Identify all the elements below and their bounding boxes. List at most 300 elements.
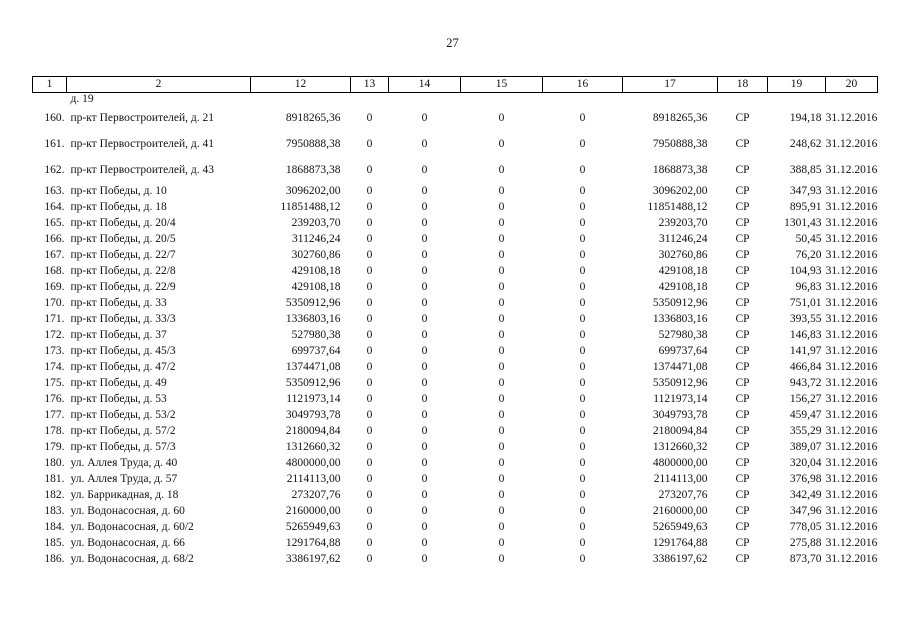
cell-col-15: 0 [498, 217, 505, 229]
cell-col-13: 0 [366, 457, 373, 469]
table-row [33, 519, 878, 535]
cell-col-12: 2114113,00 [286, 473, 341, 485]
cell-col-12: 527980,38 [291, 329, 341, 341]
cell-col-20: 31.12.2016 [825, 521, 878, 533]
cell-col-14: 0 [421, 265, 428, 277]
table-row [33, 327, 878, 343]
cell-col-19: 355,29 [789, 425, 822, 437]
cell-col-20: 31.12.2016 [825, 553, 878, 565]
cell-col-20: 31.12.2016 [825, 265, 878, 277]
cell-col-19: 146,83 [789, 329, 822, 341]
cell-col-14: 0 [421, 505, 428, 517]
address-cell: ул. Водонасосная, д. 66 [70, 537, 185, 549]
cell-col-15: 0 [498, 409, 505, 421]
cell-col-12: 273207,76 [291, 489, 341, 501]
cell-col-18: СР [735, 473, 750, 485]
cell-col-16: 0 [579, 201, 586, 213]
cell-col-16: 0 [579, 265, 586, 277]
cell-col-13: 0 [366, 265, 373, 277]
cell-col-20: 31.12.2016 [825, 505, 878, 517]
cell-col-18: СР [735, 377, 750, 389]
cell-col-13: 0 [366, 393, 373, 405]
cell-col-17: 3049793,78 [652, 409, 708, 421]
cell-col-19: 141,97 [789, 345, 822, 357]
column-header: 15 [461, 77, 543, 93]
cell-col-19: 459,47 [789, 409, 822, 421]
cell-col-18: СР [735, 553, 750, 565]
cell-col-15: 0 [498, 361, 505, 373]
address-cell: пр-кт Победы, д. 22/7 [70, 249, 176, 261]
cell-col-17: 429108,18 [658, 281, 708, 293]
cell-col-20: 31.12.2016 [825, 138, 878, 150]
cell-col-19: 466,84 [789, 361, 822, 373]
table-row [33, 343, 878, 359]
cell-col-15: 0 [498, 265, 505, 277]
cell-col-15: 0 [498, 441, 505, 453]
cell-col-17: 302760,86 [658, 249, 708, 261]
cell-col-12: 311246,24 [292, 233, 341, 245]
table-row [33, 407, 878, 423]
cell-col-12: 429108,18 [291, 281, 341, 293]
cell-col-15: 0 [498, 505, 505, 517]
cell-col-14: 0 [421, 281, 428, 293]
row-number: 181. [44, 473, 65, 485]
cell-col-13: 0 [366, 377, 373, 389]
address-cell: ул. Водонасосная, д. 60/2 [70, 521, 194, 533]
cell-col-18: СР [735, 217, 750, 229]
table-row [33, 279, 878, 295]
row-number: 161. [44, 138, 65, 150]
cell-col-20: 31.12.2016 [825, 329, 878, 341]
cell-col-19: 248,62 [789, 138, 822, 150]
cell-col-17: 1868873,38 [652, 164, 708, 176]
cell-col-19: 943,72 [789, 377, 822, 389]
address-cell: пр-кт Победы, д. 33/3 [70, 313, 176, 325]
cell-col-12: 429108,18 [291, 265, 341, 277]
cell-col-20: 31.12.2016 [825, 297, 878, 309]
cell-col-20: 31.12.2016 [825, 201, 878, 213]
cell-col-14: 0 [421, 313, 428, 325]
cell-col-13: 0 [366, 489, 373, 501]
column-header: 12 [251, 77, 351, 93]
address-cell: пр-кт Победы, д. 57/3 [70, 441, 176, 453]
continuation-address: д. 19 [70, 93, 94, 105]
cell-col-13: 0 [366, 521, 373, 533]
column-header: 16 [543, 77, 623, 93]
cell-col-13: 0 [366, 537, 373, 549]
cell-col-15: 0 [498, 297, 505, 309]
cell-col-17: 311246,24 [659, 233, 708, 245]
cell-col-12: 302760,86 [291, 249, 341, 261]
cell-col-15: 0 [498, 425, 505, 437]
table-row [33, 215, 878, 231]
cell-col-12: 1291764,88 [285, 537, 341, 549]
cell-col-16: 0 [579, 441, 586, 453]
cell-col-14: 0 [421, 249, 428, 261]
cell-col-16: 0 [579, 361, 586, 373]
cell-col-13: 0 [366, 313, 373, 325]
cell-col-12: 5350912,96 [285, 377, 341, 389]
cell-col-20: 31.12.2016 [825, 393, 878, 405]
cell-col-19: 104,93 [789, 265, 822, 277]
cell-col-13: 0 [366, 361, 373, 373]
cell-col-19: 388,85 [789, 164, 822, 176]
cell-col-13: 0 [366, 473, 373, 485]
cell-col-17: 4800000,00 [652, 457, 708, 469]
cell-col-13: 0 [366, 329, 373, 341]
cell-col-19: 342,49 [789, 489, 822, 501]
cell-col-14: 0 [421, 473, 428, 485]
cell-col-12: 1312660,32 [285, 441, 341, 453]
column-header: 20 [826, 77, 878, 93]
cell-col-20: 31.12.2016 [825, 185, 878, 197]
table-row [33, 199, 878, 215]
cell-col-13: 0 [366, 409, 373, 421]
table-row [33, 247, 878, 263]
cell-col-14: 0 [421, 112, 428, 124]
address-cell: пр-кт Первостроителей, д. 43 [70, 164, 215, 176]
cell-col-12: 5350912,96 [285, 297, 341, 309]
column-header: 18 [718, 77, 768, 93]
address-cell: пр-кт Победы, д. 57/2 [70, 425, 176, 437]
cell-col-12: 239203,70 [291, 217, 341, 229]
row-number: 162. [44, 164, 65, 176]
row-number: 164. [44, 201, 65, 213]
row-number: 179. [44, 441, 65, 453]
row-number: 184. [44, 521, 65, 533]
cell-col-14: 0 [421, 521, 428, 533]
cell-col-16: 0 [579, 393, 586, 405]
cell-col-19: 778,05 [789, 521, 822, 533]
cell-col-19: 320,04 [789, 457, 822, 469]
cell-col-16: 0 [579, 138, 586, 150]
cell-col-18: СР [735, 345, 750, 357]
row-number: 177. [44, 409, 65, 421]
cell-col-12: 5265949,63 [285, 521, 341, 533]
cell-col-20: 31.12.2016 [825, 112, 878, 124]
row-number: 173. [44, 345, 65, 357]
cell-col-12: 1336803,16 [285, 313, 341, 325]
cell-col-16: 0 [579, 281, 586, 293]
cell-col-14: 0 [421, 297, 428, 309]
address-cell: пр-кт Победы, д. 45/3 [70, 345, 176, 357]
cell-col-18: СР [735, 505, 750, 517]
cell-col-13: 0 [366, 553, 373, 565]
cell-col-18: СР [735, 409, 750, 421]
cell-col-15: 0 [498, 112, 505, 124]
table-row [33, 295, 878, 311]
cell-col-14: 0 [421, 233, 428, 245]
row-number: 167. [44, 249, 65, 261]
cell-col-17: 273207,76 [658, 489, 708, 501]
row-number: 174. [44, 361, 65, 373]
address-cell: пр-кт Победы, д. 47/2 [70, 361, 176, 373]
cell-col-19: 194,18 [789, 112, 822, 124]
cell-col-15: 0 [498, 185, 505, 197]
cell-col-14: 0 [421, 329, 428, 341]
cell-col-13: 0 [366, 249, 373, 261]
cell-col-15: 0 [498, 393, 505, 405]
cell-col-14: 0 [421, 138, 428, 150]
cell-col-12: 4800000,00 [285, 457, 341, 469]
cell-col-14: 0 [421, 164, 428, 176]
cell-col-16: 0 [579, 233, 586, 245]
cell-col-16: 0 [579, 345, 586, 357]
cell-col-14: 0 [421, 409, 428, 421]
cell-col-12: 699737,64 [291, 345, 341, 357]
cell-col-18: СР [735, 281, 750, 293]
cell-col-17: 3386197,62 [652, 553, 708, 565]
cell-col-15: 0 [498, 313, 505, 325]
row-number: 170. [44, 297, 65, 309]
cell-col-15: 0 [498, 537, 505, 549]
cell-col-14: 0 [421, 377, 428, 389]
cell-col-20: 31.12.2016 [825, 441, 878, 453]
table-row [33, 157, 878, 183]
column-header: 14 [389, 77, 461, 93]
cell-col-18: СР [735, 393, 750, 405]
cell-col-13: 0 [366, 505, 373, 517]
cell-col-17: 1121973,14 [653, 393, 708, 405]
cell-col-15: 0 [498, 138, 505, 150]
cell-col-20: 31.12.2016 [825, 233, 878, 245]
cell-col-20: 31.12.2016 [825, 409, 878, 421]
cell-col-14: 0 [421, 217, 428, 229]
cell-col-20: 31.12.2016 [825, 281, 878, 293]
column-header: 19 [768, 77, 826, 93]
table-row [33, 471, 878, 487]
address-cell: ул. Водонасосная, д. 68/2 [70, 553, 194, 565]
cell-col-17: 1374471,08 [652, 361, 708, 373]
cell-col-17: 11851488,12 [647, 201, 708, 213]
column-header: 2 [67, 77, 251, 93]
table-header-row [33, 77, 878, 93]
address-cell: пр-кт Победы, д. 10 [70, 185, 167, 197]
cell-col-19: 347,96 [789, 505, 822, 517]
cell-col-17: 8918265,36 [652, 112, 708, 124]
cell-col-19: 376,98 [789, 473, 822, 485]
cell-col-19: 389,07 [789, 441, 822, 453]
cell-col-16: 0 [579, 249, 586, 261]
cell-col-16: 0 [579, 297, 586, 309]
cell-col-15: 0 [498, 329, 505, 341]
cell-col-16: 0 [579, 473, 586, 485]
address-cell: ул. Аллея Труда, д. 57 [70, 473, 178, 485]
cell-col-14: 0 [421, 441, 428, 453]
page-number: 27 [446, 36, 459, 50]
table-row [33, 231, 878, 247]
cell-col-15: 0 [498, 201, 505, 213]
cell-col-12: 3049793,78 [285, 409, 341, 421]
address-cell: пр-кт Победы, д. 49 [70, 377, 167, 389]
cell-col-15: 0 [498, 457, 505, 469]
table-row [33, 131, 878, 157]
cell-col-16: 0 [579, 457, 586, 469]
cell-col-17: 3096202,00 [652, 185, 708, 197]
cell-col-12: 2160000,00 [285, 505, 341, 517]
cell-col-18: СР [735, 265, 750, 277]
cell-col-17: 527980,38 [658, 329, 708, 341]
row-number: 160. [44, 112, 65, 124]
cell-col-16: 0 [579, 377, 586, 389]
cell-col-17: 239203,70 [658, 217, 708, 229]
address-cell: пр-кт Победы, д. 22/9 [70, 281, 176, 293]
cell-col-18: СР [735, 185, 750, 197]
cell-col-20: 31.12.2016 [825, 377, 878, 389]
row-number: 175. [44, 377, 65, 389]
cell-col-16: 0 [579, 112, 586, 124]
data-table [32, 76, 878, 567]
cell-col-14: 0 [421, 361, 428, 373]
cell-col-20: 31.12.2016 [825, 313, 878, 325]
cell-col-17: 699737,64 [658, 345, 708, 357]
table-row [33, 551, 878, 567]
cell-col-20: 31.12.2016 [825, 473, 878, 485]
table-row [33, 455, 878, 471]
row-number: 178. [44, 425, 65, 437]
cell-col-16: 0 [579, 313, 586, 325]
column-header: 17 [623, 77, 718, 93]
row-number: 180. [44, 457, 65, 469]
cell-col-14: 0 [421, 201, 428, 213]
table-row [33, 423, 878, 439]
cell-col-13: 0 [366, 185, 373, 197]
cell-col-17: 1312660,32 [652, 441, 708, 453]
cell-col-16: 0 [579, 217, 586, 229]
cell-col-17: 5265949,63 [652, 521, 708, 533]
address-cell: ул. Аллея Труда, д. 40 [70, 457, 178, 469]
cell-col-18: СР [735, 489, 750, 501]
cell-col-19: 76,20 [795, 249, 822, 261]
cell-col-18: СР [735, 537, 750, 549]
cell-col-19: 873,70 [789, 553, 822, 565]
cell-col-15: 0 [498, 521, 505, 533]
row-number: 168. [44, 265, 65, 277]
cell-col-14: 0 [421, 457, 428, 469]
cell-col-18: СР [735, 164, 750, 176]
cell-col-20: 31.12.2016 [825, 457, 878, 469]
cell-col-14: 0 [421, 489, 428, 501]
cell-col-15: 0 [498, 233, 505, 245]
cell-col-20: 31.12.2016 [825, 537, 878, 549]
cell-col-19: 50,45 [795, 233, 822, 245]
address-cell: ул. Водонасосная, д. 60 [70, 505, 185, 517]
row-number: 163. [44, 185, 65, 197]
cell-col-20: 31.12.2016 [825, 217, 878, 229]
cell-col-17: 7950888,38 [652, 138, 708, 150]
address-cell: пр-кт Победы, д. 37 [70, 329, 167, 341]
table-row [33, 503, 878, 519]
column-header: 1 [33, 77, 67, 93]
row-number: 171. [44, 313, 65, 325]
cell-col-18: СР [735, 361, 750, 373]
table-row [33, 391, 878, 407]
row-number: 183. [44, 505, 65, 517]
cell-col-15: 0 [498, 377, 505, 389]
row-number: 185. [44, 537, 65, 549]
table-row [33, 487, 878, 503]
cell-col-12: 2180094,84 [285, 425, 341, 437]
row-number: 172. [44, 329, 65, 341]
cell-col-19: 275,88 [789, 537, 822, 549]
cell-col-16: 0 [579, 164, 586, 176]
cell-col-18: СР [735, 201, 750, 213]
row-number: 166. [44, 233, 65, 245]
cell-col-15: 0 [498, 281, 505, 293]
cell-col-14: 0 [421, 393, 428, 405]
cell-col-14: 0 [421, 553, 428, 565]
cell-col-20: 31.12.2016 [825, 345, 878, 357]
cell-col-12: 3386197,62 [285, 553, 341, 565]
cell-col-15: 0 [498, 553, 505, 565]
cell-col-12: 1374471,08 [285, 361, 341, 373]
row-number: 186. [44, 553, 65, 565]
cell-col-13: 0 [366, 217, 373, 229]
address-cell: пр-кт Победы, д. 20/4 [70, 217, 176, 229]
cell-col-13: 0 [366, 441, 373, 453]
cell-col-19: 895,91 [789, 201, 822, 213]
cell-col-19: 1301,43 [784, 217, 822, 229]
cell-col-12: 3096202,00 [285, 185, 341, 197]
address-cell: ул. Баррикадная, д. 18 [70, 489, 179, 501]
cell-col-12: 7950888,38 [285, 138, 341, 150]
cell-col-15: 0 [498, 489, 505, 501]
cell-col-17: 5350912,96 [652, 297, 708, 309]
address-cell: пр-кт Первостроителей, д. 41 [70, 138, 215, 150]
cell-col-18: СР [735, 297, 750, 309]
cell-col-15: 0 [498, 345, 505, 357]
row-number: 182. [44, 489, 65, 501]
cell-col-20: 31.12.2016 [825, 164, 878, 176]
cell-col-18: СР [735, 138, 750, 150]
cell-col-18: СР [735, 521, 750, 533]
cell-col-20: 31.12.2016 [825, 425, 878, 437]
address-cell: пр-кт Победы, д. 53/2 [70, 409, 176, 421]
column-header: 13 [351, 77, 389, 93]
cell-col-16: 0 [579, 505, 586, 517]
cell-col-18: СР [735, 329, 750, 341]
cell-col-14: 0 [421, 537, 428, 549]
table-row [33, 263, 878, 279]
address-cell: пр-кт Победы, д. 53 [70, 393, 167, 405]
cell-col-19: 751,01 [789, 297, 822, 309]
address-cell: пр-кт Победы, д. 33 [70, 297, 167, 309]
address-cell: пр-кт Первостроителей, д. 21 [70, 112, 215, 124]
cell-col-20: 31.12.2016 [825, 489, 878, 501]
address-cell: пр-кт Победы, д. 20/5 [70, 233, 176, 245]
cell-col-20: 31.12.2016 [825, 249, 878, 261]
cell-col-16: 0 [579, 553, 586, 565]
cell-col-13: 0 [366, 281, 373, 293]
cell-col-17: 1336803,16 [652, 313, 708, 325]
cell-col-15: 0 [498, 164, 505, 176]
cell-col-18: СР [735, 249, 750, 261]
cell-col-13: 0 [366, 297, 373, 309]
cell-col-14: 0 [421, 345, 428, 357]
cell-col-17: 2114113,00 [653, 473, 708, 485]
cell-col-13: 0 [366, 345, 373, 357]
row-number: 176. [44, 393, 65, 405]
cell-col-16: 0 [579, 185, 586, 197]
cell-col-16: 0 [579, 489, 586, 501]
cell-col-12: 1868873,38 [285, 164, 341, 176]
cell-col-17: 1291764,88 [652, 537, 708, 549]
continuation-row [33, 93, 878, 106]
cell-col-19: 156,27 [789, 393, 822, 405]
cell-col-13: 0 [366, 164, 373, 176]
cell-col-16: 0 [579, 329, 586, 341]
cell-col-16: 0 [579, 409, 586, 421]
